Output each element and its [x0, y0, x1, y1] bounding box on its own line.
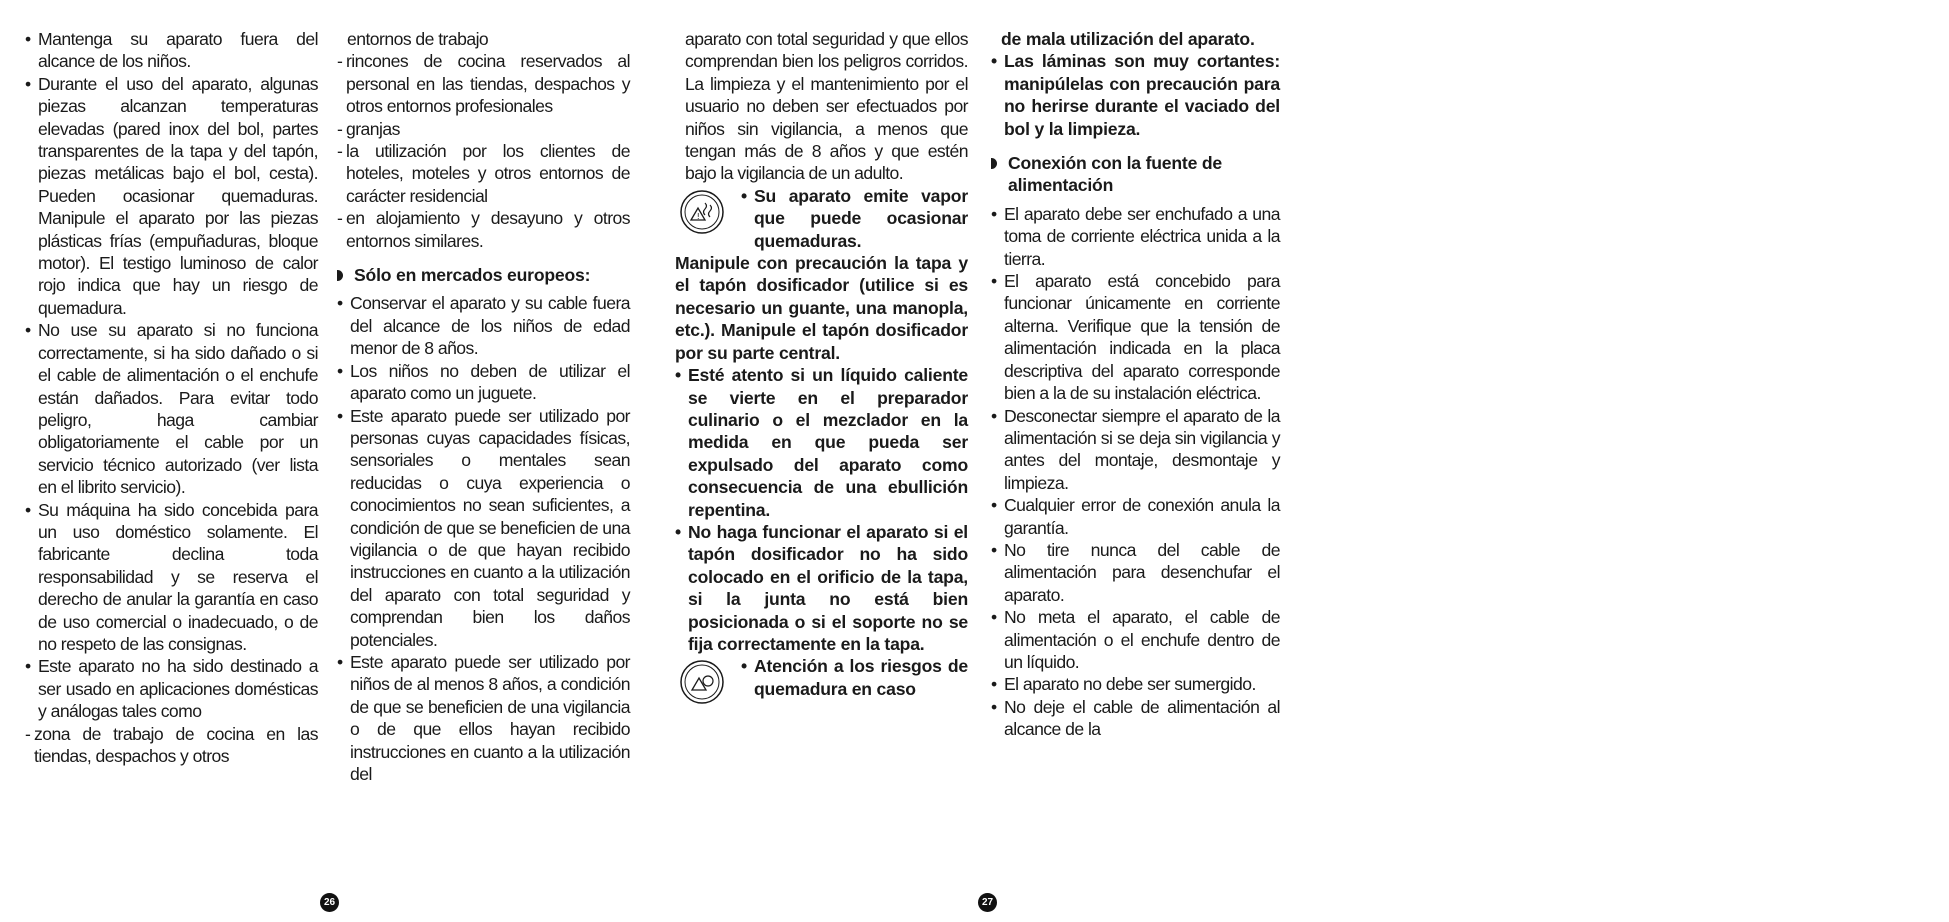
list-item: • No haga funcionar el aparato si el tapón dosificador no ha sido colocado en el orificio de la tapa, si la junta no está bien posicionada o si el soporte no se fija correctamente en la tapa. — [675, 521, 968, 655]
list-item: • Este aparato puede ser utilizado por niños de al menos 8 años, a condición de que se beneficien de una vigilancia o de que ellos hayan recibido instrucciones en cuanto a la utilización del — [337, 651, 630, 785]
continued-text: entornos de trabajo — [347, 29, 489, 49]
column-2 — [337, 28, 630, 785]
list-item: • Este aparato no ha sido destinado a ser usado en aplicaciones domésticas y análogas tales como — [25, 655, 318, 722]
list-item: - zona de trabajo de cocina en las tiendas, despachos y otros — [25, 723, 318, 768]
list-item: • Su máquina ha sido concebida para un uso doméstico solamente. El fabricante declina toda responsabilidad y se reserva el derecho de anular la garantía en caso de uso comercial o inadecuado, o de no respeto de las consignas. — [25, 499, 318, 656]
page-number-right: 27 — [978, 893, 997, 912]
list-item: • Las láminas son muy cortantes: manipúlelas con precaución para no herirse durante el vaciado del bol y la limpieza. — [991, 50, 1280, 140]
continued-text: de mala utilización del aparato. — [1001, 29, 1255, 49]
list-item: • El aparato debe ser enchufado a una toma de corriente eléctrica unida a la tierra. — [991, 203, 1280, 270]
burn-warning — [675, 655, 968, 700]
list-item: • El aparato no debe ser sumergido. — [991, 673, 1280, 695]
list-item: - granjas — [337, 118, 630, 140]
list-item: • Los niños no deben de utilizar el aparato como un juguete. — [337, 360, 630, 405]
list-item: • Conservar el aparato y su cable fuera del alcance de los niños de edad menor de 8 años. — [337, 292, 630, 359]
list-item: - la utilización por los clientes de hoteles, moteles y otros entornos de carácter residencial — [337, 140, 630, 207]
list-item: • Esté atento si un líquido caliente se vierte en el preparador culinario o el mezclador en la medida en que pueda ser expulsado del aparato como consecuencia de una ebullición repentina. — [675, 364, 968, 521]
list-item: - rincones de cocina reservados al personal en las tiendas, despachos y otros entornos profesionales — [337, 50, 630, 117]
warning-text: • Atención a los riesgos de quemadura en caso — [741, 655, 968, 700]
svg-text:!: ! — [696, 211, 700, 221]
steam-warning — [675, 185, 968, 252]
page-number-left: 26 — [320, 893, 339, 912]
column-1 — [25, 28, 318, 767]
list-item: • No meta el aparato, el cable de alimentación o el enchufe dentro de un líquido. — [991, 606, 1280, 673]
steam-burn-warning-icon — [679, 189, 725, 235]
burn-warning-icon — [679, 659, 725, 705]
list-item: • Durante el uso del aparato, algunas piezas alcanzan temperaturas elevadas (pared inox del bol, partes transparentes de la tapa y del tapón, piezas metálicas bajo el bol, cesta). Pueden ocasionar quemaduras. Manipule el aparato por las piezas plásticas frías (empuñaduras, bloque motor). El testigo luminoso de calor rojo indica que hay un riesgo de quemadura. — [25, 73, 318, 319]
list-item: • Este aparato puede ser utilizado por personas cuyas capacidades físicas, sensoriales o mentales sean reducidas o cuya experiencia o conocimientos no sean suficientes, a condición de que se beneficien de una vigilancia o de que hayan recibido instrucciones en cuanto a la utilización del aparato con total seguridad y comprendan bien los daños potenciales. — [337, 405, 630, 651]
handling-instruction: Manipule con precaución la tapa y el tapón dosificador (utilice si es necesario un guante, una manopla, etc.). Manipule el tapón dosificador por su parte central. — [675, 253, 968, 363]
warning-text: • Su aparato emite vapor que puede ocasionar quemaduras. — [741, 185, 968, 252]
list-item: • Mantenga su aparato fuera del alcance de los niños. — [25, 28, 318, 73]
section-heading: Sólo en mercados europeos: — [337, 264, 630, 286]
list-item: • El aparato está concebido para funcionar únicamente en corriente alterna. Verifique que la tensión de alimentación indicada en la placa descriptiva del aparato corresponde bien a la de su instalación eléctrica. — [991, 270, 1280, 404]
list-item: - en alojamiento y desayuno y otros entornos similares. — [337, 207, 630, 252]
list-item: • Desconectar siempre el aparato de la alimentación si se deja sin vigilancia y antes del montaje, desmontaje y limpieza. — [991, 405, 1280, 495]
list-item: • Cualquier error de conexión anula la garantía. — [991, 494, 1280, 539]
section-heading: Conexión con la fuente de alimentación — [991, 152, 1280, 197]
list-item: • No tire nunca del cable de alimentación para desenchufar el aparato. — [991, 539, 1280, 606]
column-4 — [991, 28, 1280, 741]
list-item: • No deje el cable de alimentación al alcance de la — [991, 696, 1280, 741]
column-3 — [675, 28, 968, 700]
continued-text: aparato con total seguridad y que ellos comprendan bien los peligros corridos. La limpieza y el mantenimiento por el usuario no deben ser efectuados por niños sin vigilancia, a menos que tengan más de 8 años y que estén bajo la vigilancia de un adulto. — [685, 29, 968, 184]
list-item: • No use su aparato si no funciona correctamente, si ha sido dañado o si el cable de alimentación o el enchufe están dañados. Para evitar todo peligro, haga cambiar obligatoriamente el cable por un servicio técnico autorizado (ver lista en el librito servicio). — [25, 319, 318, 498]
